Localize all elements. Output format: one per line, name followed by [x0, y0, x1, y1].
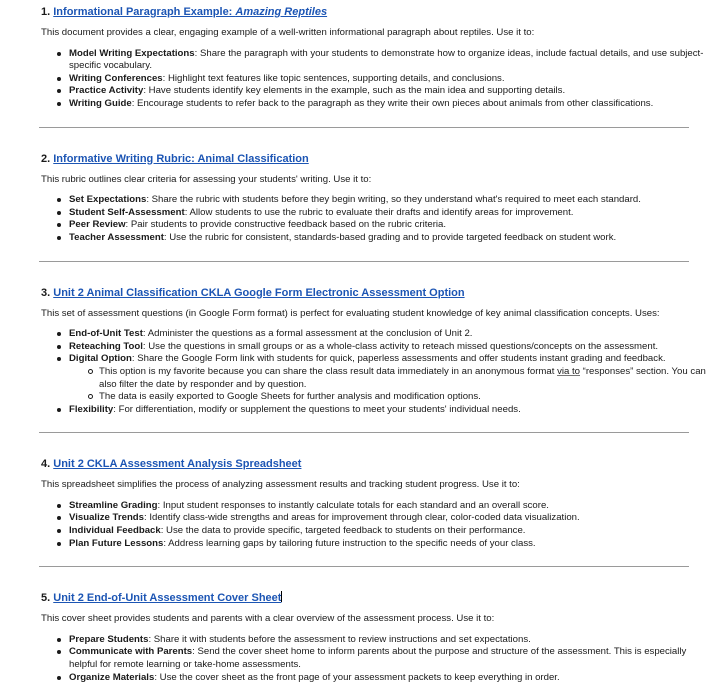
section-5-intro: This cover sheet provides students and parents with a clear overview of the assessment process. Use it to:: [41, 613, 495, 625]
item-lead: Organize Materials: [69, 671, 155, 683]
list-item: [69, 500, 707, 513]
item-text: : Send the cover sheet home to inform parents about the purpose and structure of the assessment. This is especially helpful for remote learning or take-home assessments.: [69, 646, 687, 671]
item-text: : Use the rubric for consistent, standards-based grading and to provide targeted feedback on student work.: [163, 231, 617, 243]
item-lead: Flexibility: [69, 403, 114, 415]
item-text: : Identify class-wide strengths and areas for improvement through clear, color-coded data visualization.: [144, 512, 580, 524]
section-2-list: [41, 194, 707, 244]
list-item: [69, 98, 707, 111]
section-5-heading: [41, 591, 707, 605]
section-1-heading: [41, 5, 707, 19]
item-text: : Have students identify key elements in the example, such as the main idea and supporting details.: [143, 85, 566, 97]
section-2-intro: This rubric outlines clear criteria for assessing your students' writing. Use it to:: [41, 173, 372, 185]
item-text: : Use the data to provide specific, targeted feedback to students on their performance.: [160, 525, 526, 537]
section-3-intro: This set of assessment questions (in Google Form format) is perfect for evaluating student knowledge of key animal classification concepts. Uses:: [41, 307, 660, 319]
link-text-italic: Amazing Reptiles: [235, 6, 328, 18]
item-lead: Visualize Trends: [69, 512, 145, 524]
item-text: : Address learning gaps by tailoring future instruction to the specific needs of your class.: [163, 537, 536, 549]
section-5-link[interactable]: Unit 2 End-of-Unit Assessment Cover Sheet: [53, 592, 282, 605]
sub-list: [69, 366, 707, 404]
item-lead: Digital Option: [69, 353, 132, 365]
item-lead: Set Expectations: [69, 194, 147, 206]
sub-list-item: [99, 391, 707, 404]
item-lead: Prepare Students: [69, 633, 149, 645]
item-text: : Highlight text features like topic sentences, supporting details, and conclusions.: [162, 72, 505, 84]
sub-text: The data is easily exported to Google Sheets for further analysis and modification options.: [99, 391, 481, 403]
section-3-heading: [41, 286, 707, 300]
section-1: [41, 0, 707, 111]
section-number: 3.: [41, 286, 51, 299]
section-4-intro: This spreadsheet simplifies the process of analyzing assessment results and tracking student progress. Use it to:: [41, 479, 520, 491]
item-lead: Streamline Grading: [69, 499, 158, 511]
section-number: 5.: [41, 592, 51, 605]
section-1-intro: This document provides a clear, engaging example of a well-written informational paragraph about reptiles. Use it to:: [41, 27, 535, 38]
list-item: [69, 646, 707, 671]
item-lead: Model Writing Expectations: [69, 47, 195, 59]
list-item: [69, 672, 707, 684]
item-lead: Practice Activity: [69, 85, 144, 97]
item-text: : Share it with students before the assessment to review instructions and set expectations.: [148, 633, 531, 645]
section-1-list: [41, 48, 707, 111]
item-text: : Allow students to use the rubric to evaluate their drafts and identify areas for improvement.: [184, 206, 574, 218]
list-item: [69, 232, 707, 245]
item-text: : Use the cover sheet as the front page of your assessment packets to keep everything in order.: [154, 671, 560, 683]
item-lead: Peer Review: [69, 219, 126, 231]
section-2-link[interactable]: Informative Writing Rubric: Animal Classification: [53, 152, 309, 165]
list-item: [69, 404, 707, 417]
divider: [39, 432, 689, 433]
section-4-link[interactable]: Unit 2 CKLA Assessment Analysis Spreadsheet: [53, 458, 302, 471]
section-2-heading: [41, 152, 707, 166]
item-text: : Share the Google Form link with students for quick, paperless assessments and offer students instant grading and feedback.: [131, 353, 666, 365]
list-item: [69, 48, 707, 73]
section-3-link[interactable]: Unit 2 Animal Classification CKLA Google Form Electronic Assessment Option: [53, 286, 465, 299]
section-number: 2.: [41, 152, 51, 165]
item-lead: Plan Future Lessons: [69, 537, 164, 549]
sub-list-item: [99, 366, 707, 391]
item-lead: End-of-Unit Test: [69, 328, 143, 340]
item-text: : Share the paragraph with your students to demonstrate how to organize ideas, include factual details, and use subject-specific vocabulary.: [69, 47, 704, 72]
list-item: [69, 194, 707, 207]
item-text: : Pair students to provide constructive feedback based on the rubric criteria.: [125, 219, 447, 231]
item-lead: Writing Guide: [69, 97, 132, 109]
link-text: Informational Paragraph Example:: [53, 6, 236, 18]
item-lead: Teacher Assessment: [69, 231, 164, 243]
divider: [39, 261, 689, 262]
item-lead: Reteaching Tool: [69, 340, 143, 352]
section-number: 4.: [41, 458, 51, 471]
sub-text: “responses” section. You can also filter the date by responder and by question.: [99, 365, 706, 390]
divider: [39, 127, 689, 128]
section-number: 1.: [41, 6, 51, 18]
list-item: [69, 634, 707, 647]
section-3-list: [41, 328, 707, 416]
section-5: [41, 591, 707, 684]
section-3: [41, 286, 707, 417]
spellcheck-mark: via to: [557, 365, 580, 377]
list-item: [69, 328, 707, 341]
section-2: [41, 152, 707, 245]
section-4: [41, 457, 707, 550]
section-5-list: [41, 634, 707, 684]
list-item: [69, 207, 707, 220]
item-lead: Individual Feedback: [69, 525, 161, 537]
item-text: : Administer the questions as a formal assessment at the conclusion of Unit 2.: [142, 328, 473, 340]
section-1-link[interactable]: [53, 6, 327, 18]
item-lead: Communicate with Parents: [69, 646, 193, 658]
item-lead: Writing Conferences: [69, 72, 163, 84]
text-cursor: [281, 591, 282, 602]
item-text: : Input student responses to instantly calculate totals for each standard and an overall score.: [157, 499, 549, 511]
item-text: : Encourage students to refer back to the paragraph as they write their own pieces about animals from other classifications.: [131, 97, 654, 109]
divider: [39, 566, 689, 567]
list-item: [69, 538, 707, 551]
item-text: : Use the questions in small groups or as a whole-class activity to reteach missed questions/concepts on the assessment.: [142, 340, 659, 352]
list-item: [69, 341, 707, 354]
item-text: : Share the rubric with students before they begin writing, so they understand what's required to meet each standard.: [146, 194, 641, 206]
item-lead: Student Self-Assessment: [69, 206, 185, 218]
list-item: [69, 85, 707, 98]
sub-text: This option is my favorite because you can share the class result data immediately in an anonymous format: [99, 365, 558, 377]
list-item: [69, 353, 707, 403]
item-text: : For differentiation, modify or supplement the questions to meet your students' individual needs.: [113, 403, 521, 415]
list-item: [69, 525, 707, 538]
list-item: [69, 73, 707, 86]
section-4-list: [41, 500, 707, 550]
list-item: [69, 219, 707, 232]
section-4-heading: [41, 457, 707, 471]
list-item: [69, 512, 707, 525]
